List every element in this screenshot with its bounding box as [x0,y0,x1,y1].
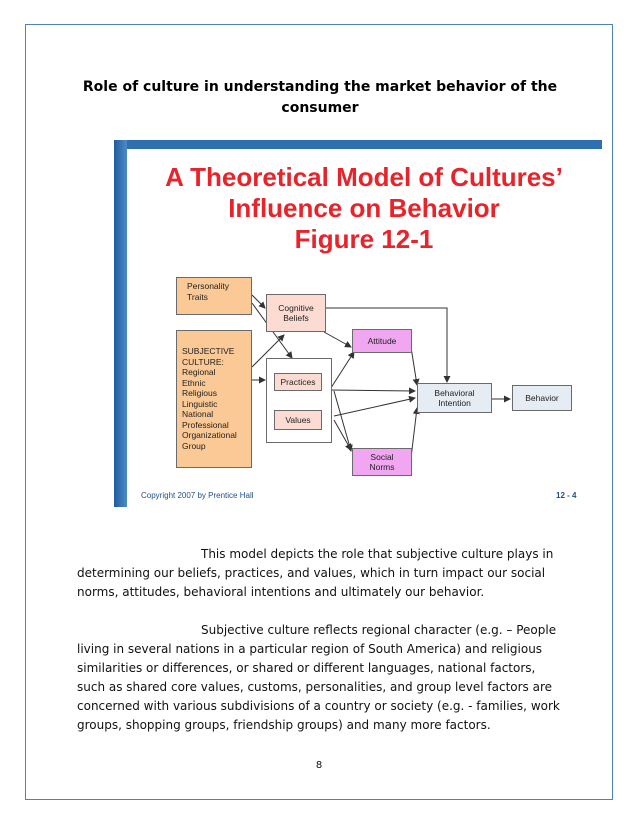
intention-line-2: Intention [438,398,471,408]
cognitive-beliefs-box [266,294,326,332]
personality-line-2: Traits [187,291,208,302]
culture-line-5: Religious [182,388,217,398]
page-title: Role of culture in understanding the market behavior of the consumer [82,79,558,116]
slide-title-line-3: Figure 12-1 [294,224,434,254]
slide-number: 12 - 4 [556,491,577,500]
behavioral-intention-box [417,383,492,413]
culture-line-2: CULTURE: [182,356,224,367]
culture-line-1: SUBJECTIVE [182,346,235,356]
arrow-values-intention [334,398,415,416]
personality-traits-box [176,277,252,315]
slide-title-line-1: A Theoretical Model of Cultures’ [165,162,563,192]
paragraph-1-text: This model depicts the role that subjective culture plays in determining our beliefs, practices, and values, which in turn impact our social norms, attitudes, behavioral intentions and ultimately our behavior. [77,547,554,599]
slide-title-line-2: Influence on Behavior [228,193,500,223]
culture-line-4: Ethnic [182,377,206,388]
behavior-box: Behavior [512,385,572,411]
practices-values-group [266,358,332,443]
culture-line-3: Regional [182,367,216,377]
slide-copyright: Copyright 2007 by Prentice Hall [141,491,254,500]
personality-line-1: Personality [187,281,230,291]
paragraph-1 [77,545,567,602]
norms-line-2: Norms [369,462,395,472]
cognitive-line-2: Beliefs [283,313,309,323]
culture-line-9: Organizational [182,430,237,440]
culture-line-8: Professional [182,419,229,430]
cognitive-line-1: Cognitive [278,302,314,313]
intention-line-1: Behavioral [434,387,475,398]
values-box: Values [274,410,322,430]
arrow-values-norms [334,420,351,450]
attitude-box: Attitude [352,329,412,353]
culture-line-7: National [182,409,214,419]
norms-line-1: Social [370,451,394,462]
arrow-cognitive-attitude [324,332,351,347]
culture-line-6: Linguistic [182,398,218,409]
paragraph-2-text: Subjective culture reflects regional character (e.g. – People living in several nations in a particular region of South America) and religious similarities or differences, or shared or different languages, national factors, such as shared core values, customs, personalities, and group level factors are concerned with various subdivisions of a country or society (e.g. - families, work groups, shopping groups, friendship groups) and many more factors. [77,623,560,732]
arrow-practices-norms [334,391,351,451]
practices-box: Practices [274,373,322,391]
culture-line-10: Group [182,440,206,451]
subjective-culture-box [176,330,252,468]
paragraph-2 [77,621,567,735]
social-norms-box [352,448,412,476]
arrow-values-attitude [329,352,354,391]
slide-figure [114,140,602,507]
arrow-practices-intention [331,390,415,391]
page-number: 8 [315,760,323,771]
